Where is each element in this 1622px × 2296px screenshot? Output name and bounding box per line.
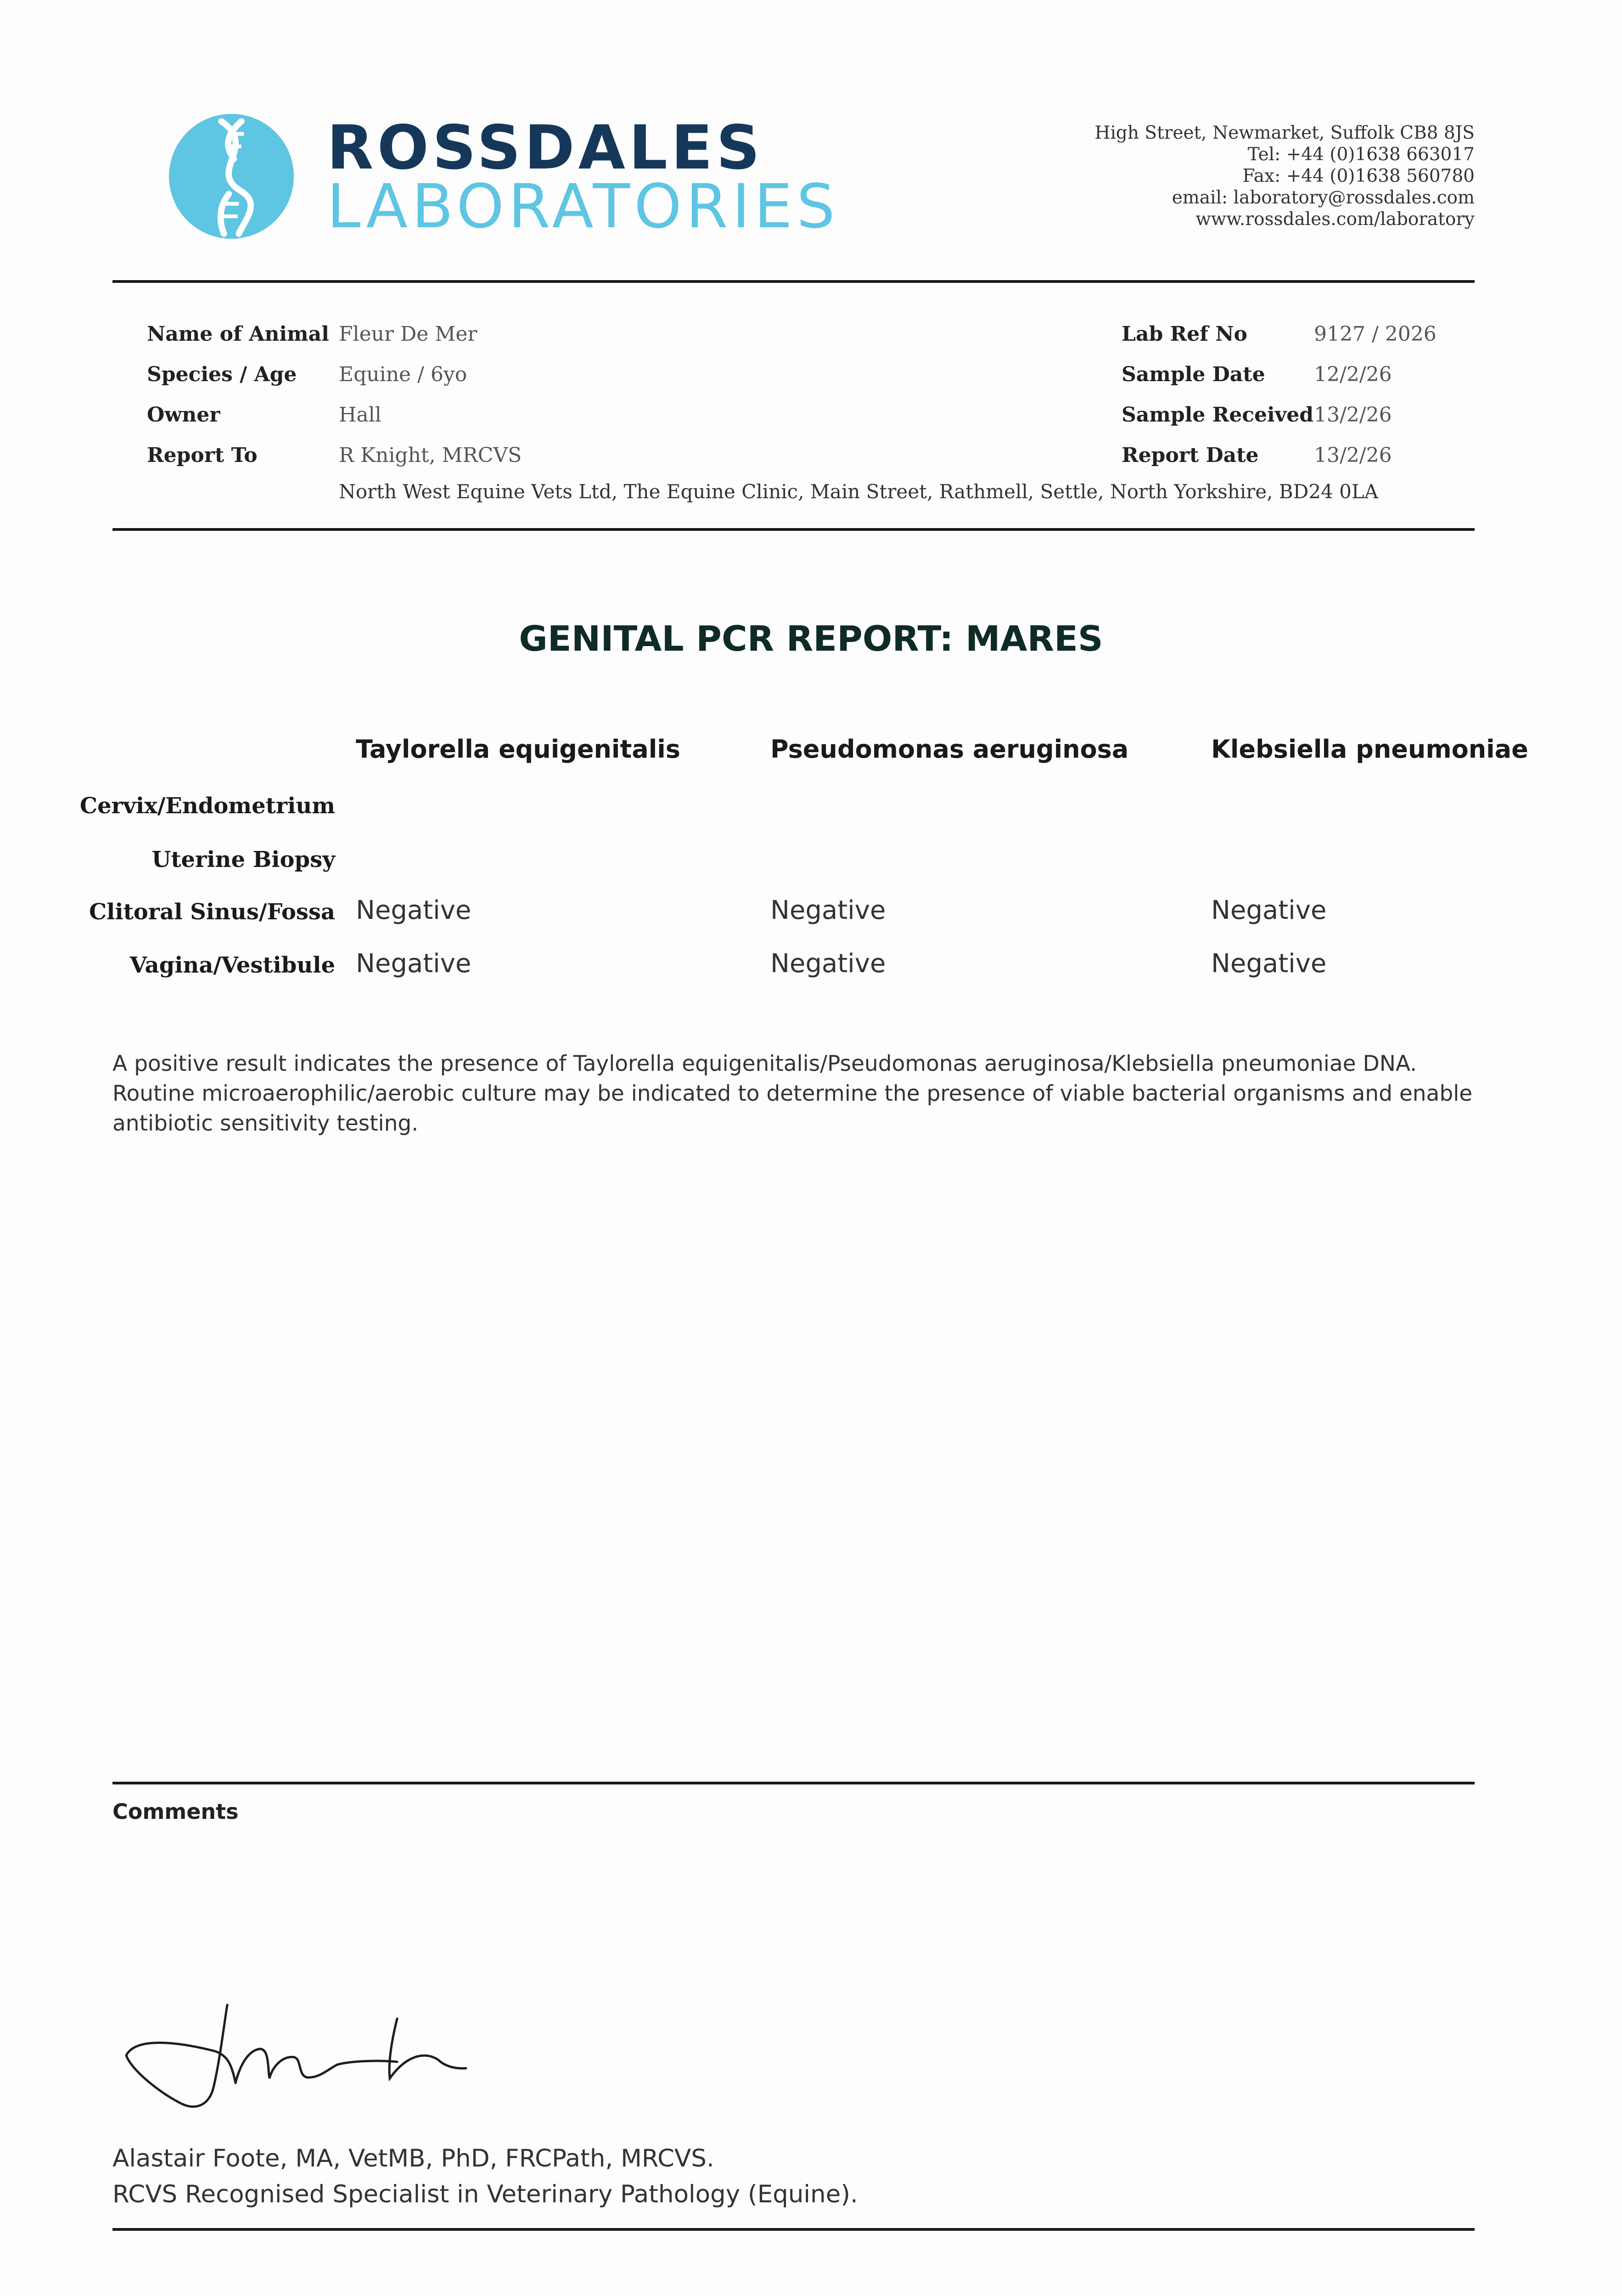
row-label-uterine-biopsy: Uterine Biopsy: [152, 847, 335, 872]
header-divider: [112, 280, 1475, 283]
report-to-value: R Knight, MRCVS: [339, 444, 522, 467]
species-age-label: Species / Age: [147, 363, 297, 386]
signature-image: [122, 2000, 471, 2120]
species-age-value: Equine / 6yo: [339, 363, 467, 386]
report-title: GENITAL PCR REPORT: MARES: [519, 618, 1103, 659]
contact-website: www.rossdales.com/laboratory: [1195, 209, 1475, 230]
contact-email: email: laboratory@rossdales.com: [1172, 187, 1475, 208]
contact-fax: Fax: +44 (0)1638 560780: [1242, 166, 1475, 186]
report-date-label: Report Date: [1122, 444, 1259, 467]
owner-value: Hall: [339, 403, 382, 427]
signatory-name: Alastair Foote, MA, VetMB, PhD, FRCPath, MRCVS.: [112, 2144, 714, 2172]
comments-label: Comments: [112, 1799, 239, 1824]
brand-name-line2: LABORATORIES: [327, 171, 839, 242]
report-to-label: Report To: [147, 444, 258, 467]
contact-block: [1094, 122, 1475, 230]
footer-divider: [112, 2228, 1475, 2231]
result-clitoral-taylorella: Negative: [356, 895, 471, 925]
comments-divider: [112, 1782, 1475, 1784]
sample-date-value: 12/2/26: [1314, 363, 1392, 386]
sample-received-value: 13/2/26: [1314, 403, 1392, 427]
column-header-pseudomonas: Pseudomonas aeruginosa: [770, 735, 1129, 764]
contact-tel: Tel: +44 (0)1638 663017: [1247, 144, 1475, 165]
result-vagina-taylorella: Negative: [356, 949, 471, 979]
contact-address: High Street, Newmarket, Suffolk CB8 8JS: [1094, 123, 1475, 143]
result-clitoral-klebsiella: Negative: [1211, 895, 1327, 925]
brand-name-line1: ROSSDALES: [327, 113, 764, 183]
signatory-title: RCVS Recognised Specialist in Veterinary Pathology (Equine).: [112, 2180, 858, 2208]
row-label-vagina: Vagina/Vestibule: [129, 952, 335, 978]
result-vagina-klebsiella: Negative: [1211, 949, 1327, 979]
column-header-klebsiella: Klebsiella pneumoniae: [1211, 735, 1528, 764]
row-label-clitoral-sinus: Clitoral Sinus/Fossa: [89, 899, 335, 925]
owner-label: Owner: [147, 403, 220, 427]
name-of-animal-value: Fleur De Mer: [339, 322, 477, 346]
dna-logo-icon: [169, 114, 294, 239]
report-to-address: North West Equine Vets Ltd, The Equine Clinic, Main Street, Rathmell, Settle, North Yorkshire, BD24 0LA: [339, 480, 1379, 503]
name-of-animal-label: Name of Animal: [147, 322, 329, 346]
lab-ref-value: 9127 / 2026: [1314, 322, 1437, 346]
result-clitoral-pseudomonas: Negative: [770, 895, 886, 925]
column-header-taylorella: Taylorella equigenitalis: [356, 735, 680, 764]
interpretation-note: A positive result indicates the presence of Taylorella equigenitalis/Pseudomonas aeruginosa/Klebsiella pneumoniae DNA. Routine microaerophilic/aerobic culture may be indicated to determine the presence of viable bacterial organisms and enable antibiotic sensitivity testing.: [112, 1051, 1473, 1136]
report-date-value: 13/2/26: [1314, 444, 1392, 467]
sample-received-label: Sample Received: [1122, 403, 1314, 427]
sample-date-label: Sample Date: [1122, 363, 1265, 386]
result-vagina-pseudomonas: Negative: [770, 949, 886, 979]
info-divider: [112, 528, 1475, 531]
row-label-cervix: Cervix/Endometrium: [79, 793, 335, 819]
lab-ref-label: Lab Ref No: [1122, 322, 1247, 346]
